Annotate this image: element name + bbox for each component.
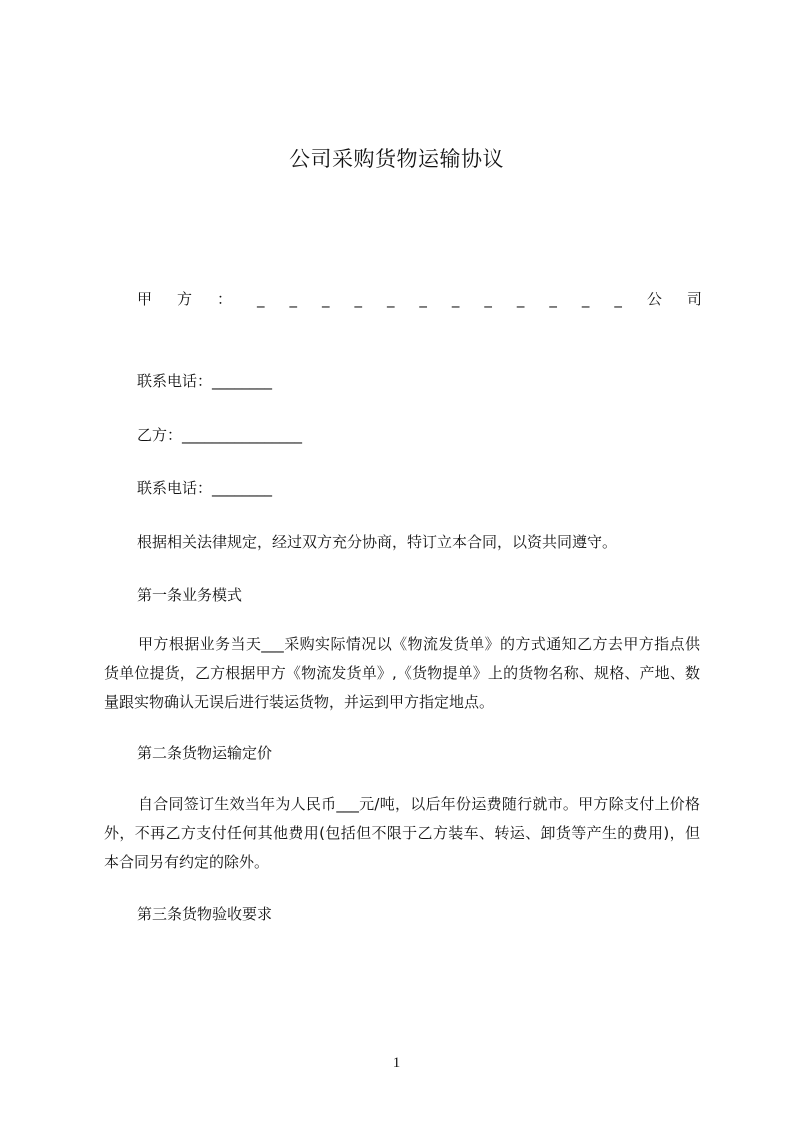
party-a-char: _ xyxy=(321,290,330,308)
party-a-line xyxy=(137,289,702,309)
party-a-char: 公 xyxy=(646,290,662,308)
party-a-char: _ xyxy=(484,290,492,308)
party-a-char: _ xyxy=(581,290,590,308)
party-a-char: _ xyxy=(257,290,265,308)
party-a-char: 方 xyxy=(177,290,193,308)
article-1-text: 甲方根据业务当天___采购实际情况以《物流发货单》的方式通知乙方去甲方指点供货单位提货，乙方根据甲方《物流发货单》,《货物提单》上的货物名称、规格、产地、数量跟实物确认无误后进行装运货物，并运到甲方指定地点。 xyxy=(104,635,700,711)
party-a-char: _ xyxy=(614,290,622,308)
party-a-char: _ xyxy=(386,290,395,308)
party-a-char: 司 xyxy=(686,290,702,308)
article-2-heading: 第二条货物运输定价 xyxy=(137,744,273,762)
party-a-char: _ xyxy=(354,290,362,308)
party-b-phone: 联系电话：________ xyxy=(137,479,273,497)
party-b-line: 乙方：________________ xyxy=(137,426,303,444)
article-3-heading: 第三条货物验收要求 xyxy=(137,905,273,923)
party-a-char: _ xyxy=(516,290,525,308)
party-a-char: _ xyxy=(549,290,557,308)
article-1-heading: 第一条业务模式 xyxy=(137,586,243,604)
article-2-text: 自合同签订生效当年为人民币___元/吨，以后年份运费随行就市。甲方除支付上价格外，不再乙方支付任何其他费用(包括但不限于乙方装车、转运、卸货等产生的费用)，但本合同另有约定的除外。 xyxy=(104,795,700,871)
party-a-phone: 联系电话：________ xyxy=(137,372,273,390)
party-a-char: ： xyxy=(217,290,233,308)
party-a-char: _ xyxy=(451,290,460,308)
document-title: 公司采购货物运输协议 xyxy=(289,147,504,171)
party-a-char: 甲 xyxy=(137,290,153,308)
preamble: 根据相关法律规定，经过双方充分协商，特订立本合同，以资共同遵守。 xyxy=(137,533,618,551)
party-a-char: _ xyxy=(289,290,297,308)
party-a-char: _ xyxy=(419,290,427,308)
page-number: 1 xyxy=(392,1055,401,1071)
